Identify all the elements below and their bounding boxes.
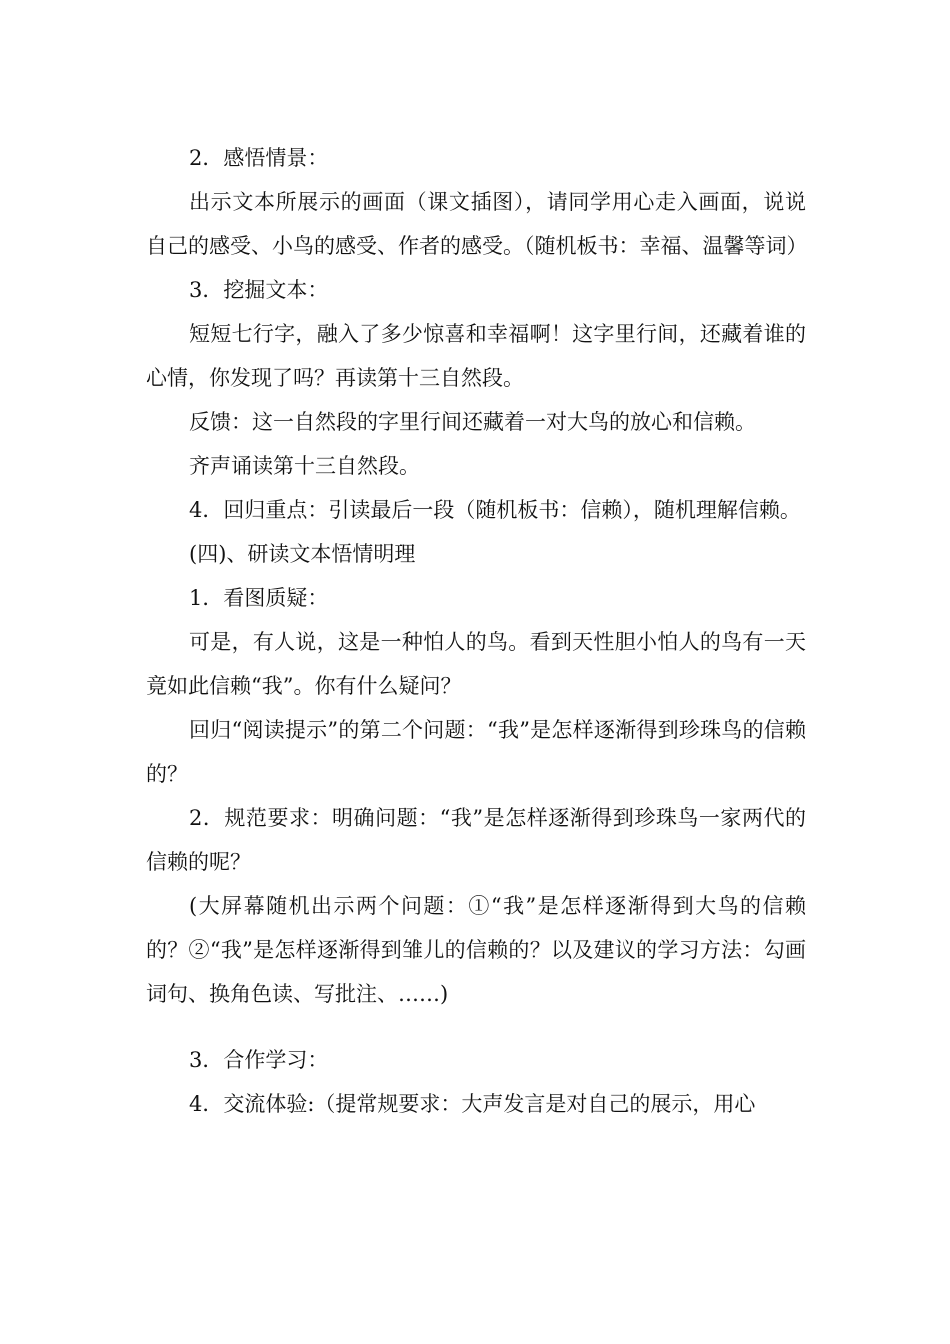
paragraph-step-2-requirements: 2．规范要求：明确问题：“我”是怎样逐渐得到珍珠鸟一家两代的信赖的呢？	[146, 806, 806, 874]
paragraph-show-picture: 出示文本所展示的画面（课文插图），请同学用心走入画面，说说自己的感受、小鸟的感受、作者的感受。（随机板书：幸福、温馨等词）	[146, 190, 808, 258]
paragraph-step-4-heading: 4．回归重点：引读最后一段（随机板书：信赖），随机理解信赖。	[189, 498, 801, 522]
paragraph-step-4-exchange: 4．交流体验:（提常规要求：大声发言是对自己的展示，用心	[189, 1092, 756, 1116]
paragraph-feedback: 反馈：这一自然段的字里行间还藏着一对大鸟的放心和信赖。	[189, 410, 756, 434]
paragraph-step-1-heading: 1．看图质疑：	[189, 586, 329, 610]
section-heading-four: (四)、研读文本悟情明理	[189, 542, 416, 566]
paragraph-seven-lines: 短短七行字，融入了多少惊喜和幸福啊！这字里行间，还藏着谁的心情，你发现了吗？再读第十三自然段。	[146, 322, 806, 390]
paragraph-read-aloud: 齐声诵读第十三自然段。	[189, 454, 420, 478]
paragraph-step-2-heading: 2．感悟情景：	[189, 146, 329, 170]
paragraph-step-3-heading: 3．挖掘文本：	[189, 278, 329, 302]
paragraph-screen-questions: (大屏幕随机出示两个问题：①“我”是怎样逐渐得到大鸟的信赖的？②“我”是怎样逐渐得到雏儿的信赖的？以及建议的学习方法：勾画词句、换角色读、写批注、……)	[146, 894, 806, 1006]
paragraph-reading-hint: 回归“阅读提示”的第二个问题：“我”是怎样逐渐得到珍珠鸟的信赖的？	[146, 718, 806, 786]
document-body	[146, 136, 806, 1126]
paragraph-gap	[146, 1016, 806, 1038]
paragraph-timid-bird: 可是，有人说，这是一种怕人的鸟。看到天性胆小怕人的鸟有一天竟如此信赖“我”。你有什么疑问？	[146, 630, 806, 698]
paragraph-step-3-cooperation: 3．合作学习：	[189, 1048, 329, 1072]
